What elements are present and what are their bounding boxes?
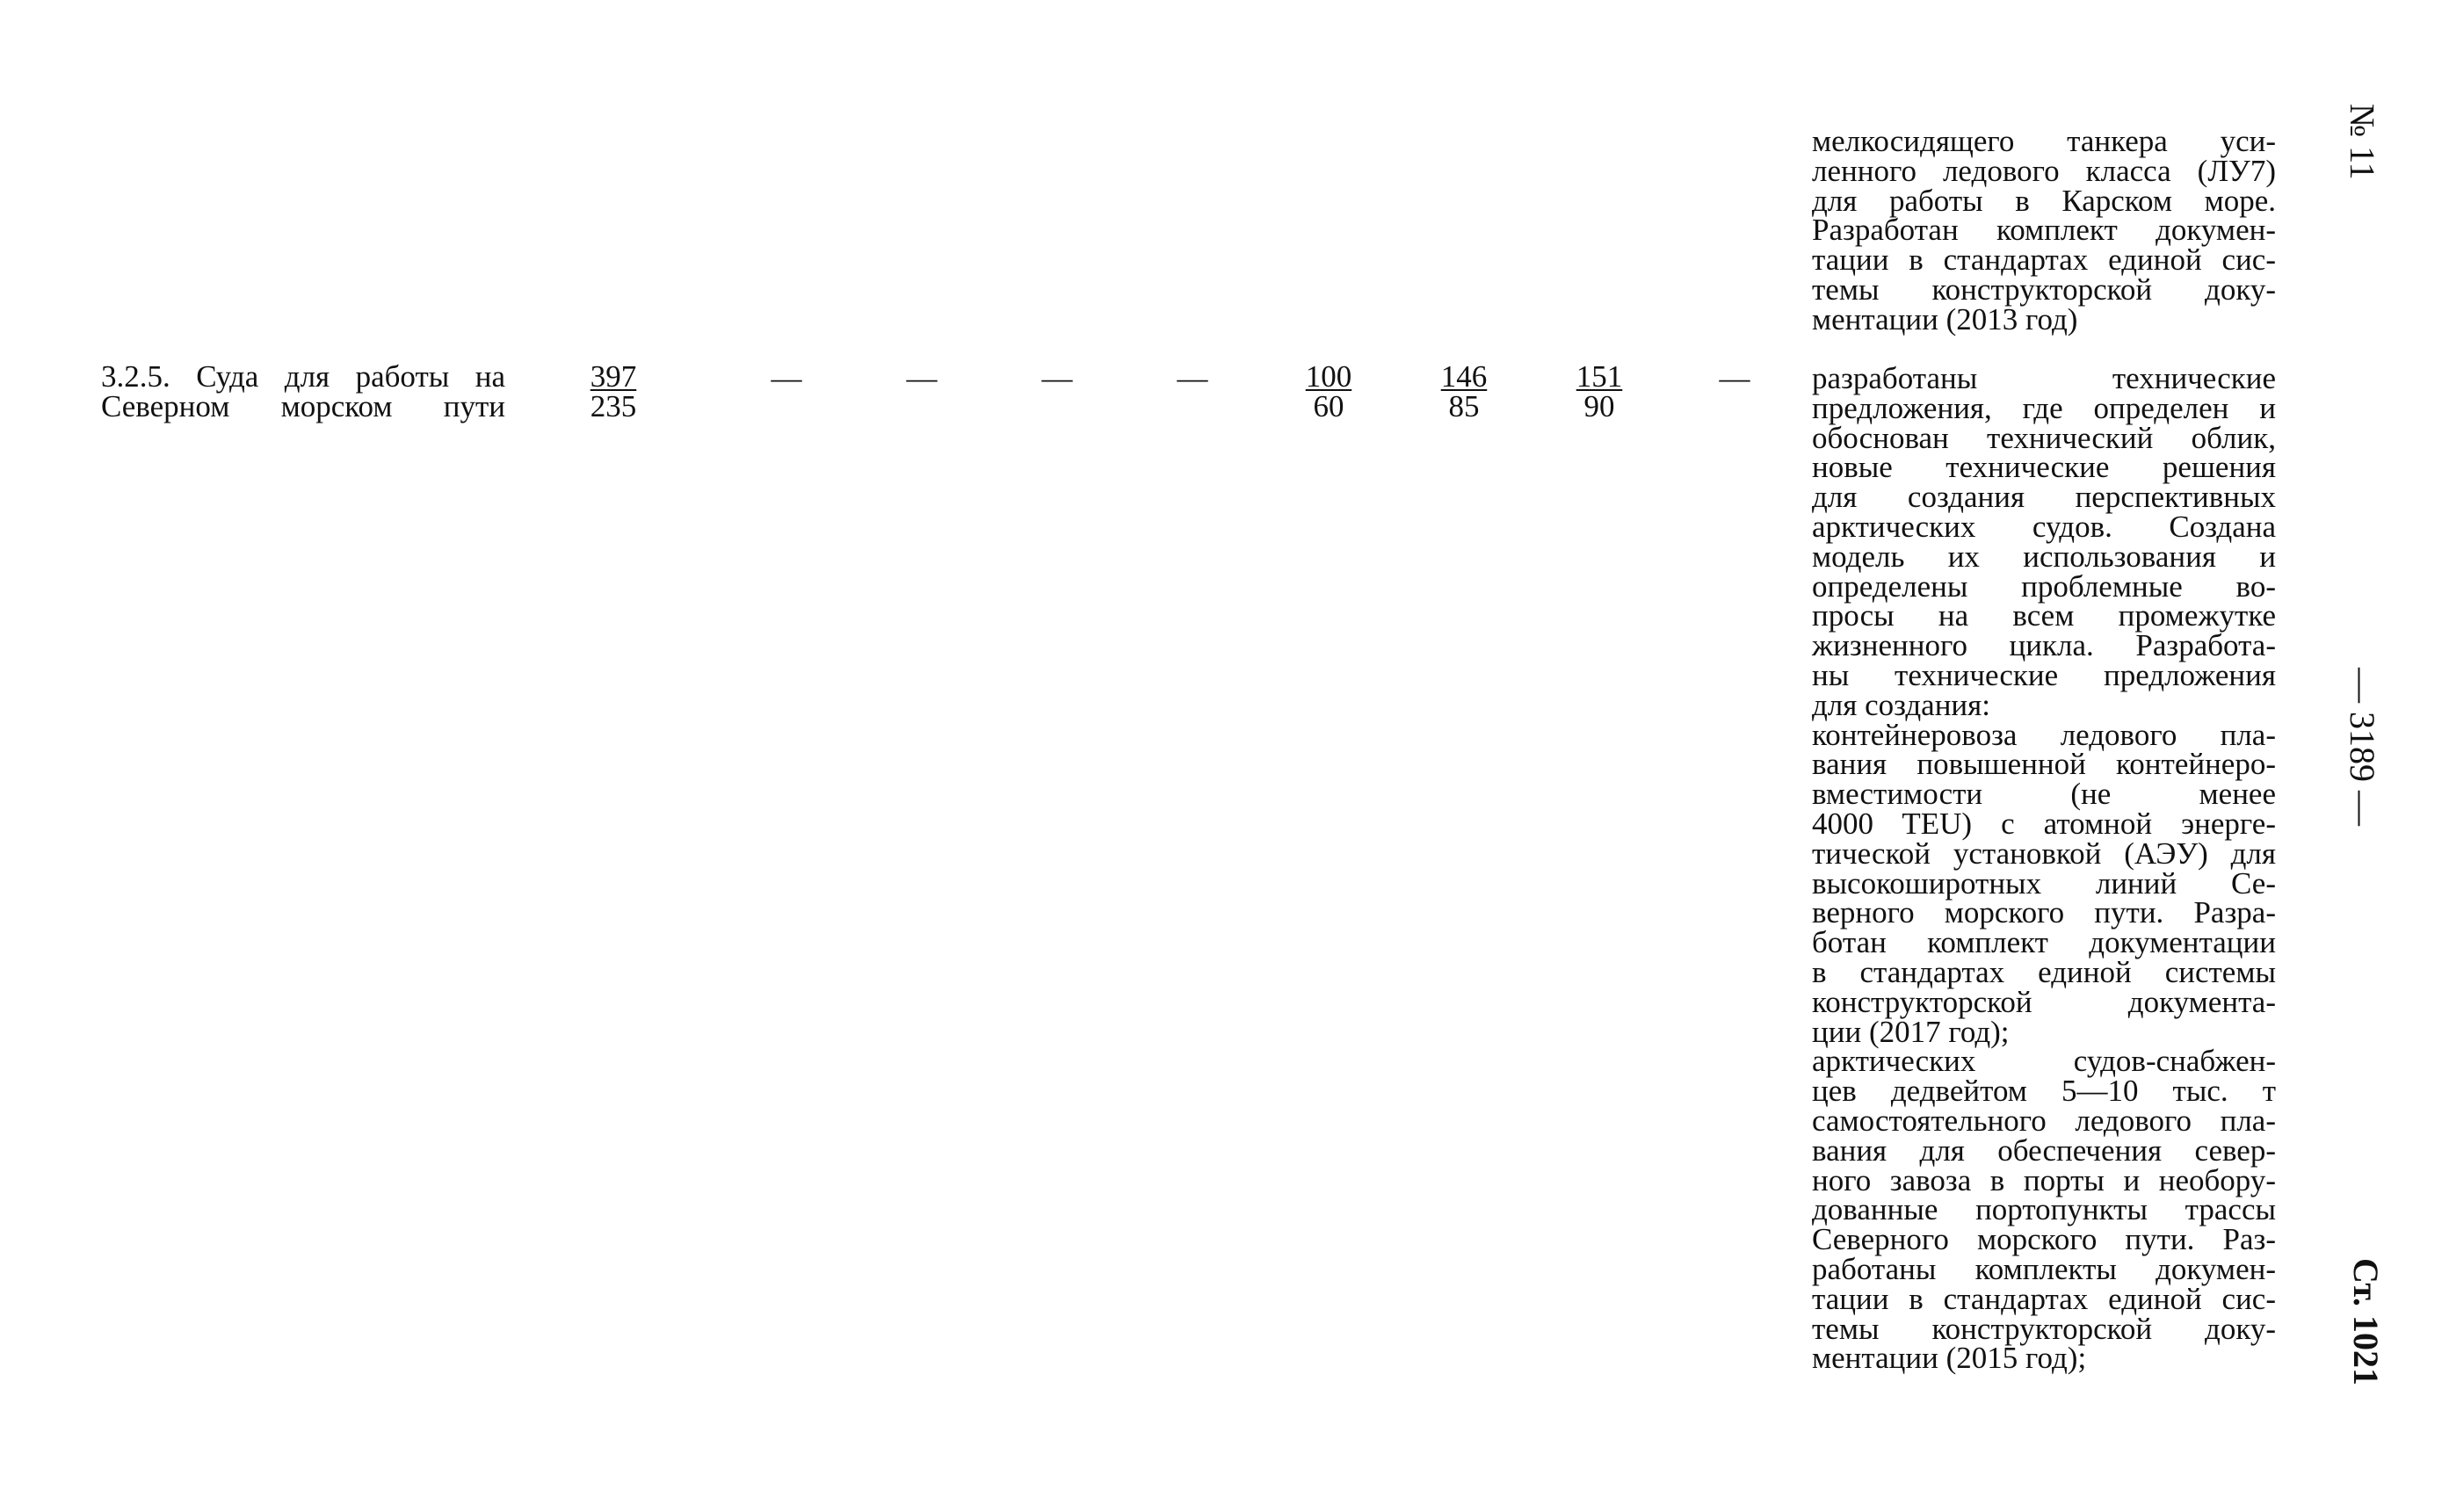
row-note-line: определены проблемные во- bbox=[1812, 568, 2276, 604]
row-note-line: работаны комплекты докумен- bbox=[1812, 1251, 2276, 1286]
col6-denominator: 60 bbox=[1313, 389, 1344, 423]
top-note-line: темы конструкторской доку- bbox=[1812, 271, 2276, 307]
top-note-line: тации в стандартах единой сис- bbox=[1812, 242, 2276, 278]
row-note-line: Северного морского пути. Раз- bbox=[1812, 1222, 2276, 1257]
row-note-line: для создания: bbox=[1812, 687, 1990, 722]
col8-denominator: 90 bbox=[1583, 389, 1615, 423]
row-note-line: вместимости (не менее bbox=[1812, 777, 2276, 812]
row-note-line: вания повышенной контейнеро- bbox=[1812, 747, 2276, 782]
top-note-text bbox=[1812, 124, 2276, 336]
top-note-line: мелкосидящего танкера уси- bbox=[1812, 124, 2276, 158]
row-note-line: 4000 TEU) с атомной энерге- bbox=[1812, 806, 2276, 841]
row-name-line-1: 3.2.5. Суда для работы на bbox=[101, 359, 505, 394]
col1-fraction bbox=[561, 359, 666, 423]
row-note-line: арктических судов. Создана bbox=[1812, 509, 2276, 544]
row-note-line: ботан комплект документации bbox=[1812, 925, 2276, 960]
col1-denominator: 235 bbox=[590, 389, 637, 423]
row-note-line: самостоятельного ледового пла- bbox=[1812, 1103, 2276, 1138]
row-note-line: ментации (2015 год); bbox=[1812, 1341, 2087, 1376]
row-note-line: новые технические решения bbox=[1812, 450, 2276, 485]
row-note-line: ны технические предложения bbox=[1812, 657, 2276, 692]
top-note-line: для работы в Карском море. bbox=[1812, 183, 2276, 218]
row-note-line: тической установкой (АЭУ) для bbox=[1812, 836, 2276, 871]
col6-fraction bbox=[1276, 359, 1381, 423]
col1-numerator: 397 bbox=[590, 359, 637, 394]
row-note-line: в стандартах единой системы bbox=[1812, 954, 2276, 989]
row-note-line: темы конструкторской доку- bbox=[1812, 1311, 2276, 1346]
row-note-line: жизненного цикла. Разработа- bbox=[1812, 628, 2276, 663]
issue-number: № 11 bbox=[2343, 104, 2382, 180]
row-name bbox=[101, 359, 505, 423]
top-note-line: ментации (2013 год) bbox=[1812, 301, 2078, 336]
row-note-line: высокоширотных линий Се- bbox=[1812, 865, 2276, 901]
row-note-line: ного завоза в порты и необору- bbox=[1812, 1162, 2276, 1197]
row-note-line: вания для обеспечения север- bbox=[1812, 1132, 2276, 1168]
article-number: Ст. 1021 bbox=[2346, 1258, 2386, 1385]
row-note-line: ции (2017 год); bbox=[1812, 1014, 2010, 1049]
top-note-line: Разработан комплект докумен- bbox=[1812, 213, 2276, 248]
row-note-line: просы на всем промежутке bbox=[1812, 598, 2276, 633]
col3-value: — bbox=[906, 361, 938, 395]
row-note-line: тации в стандартах единой сис- bbox=[1812, 1281, 2276, 1316]
col4-value: — bbox=[1041, 361, 1073, 395]
row-note-line: обоснован технический облик, bbox=[1812, 420, 2276, 455]
col2-value: — bbox=[771, 361, 802, 395]
row-note-line: для создания перспективных bbox=[1812, 480, 2276, 515]
col6-numerator: 100 bbox=[1305, 359, 1352, 394]
row-note-line: контейнеровоза ледового пла- bbox=[1812, 717, 2276, 752]
row-note-line: арктических судов-снабжен- bbox=[1812, 1044, 2276, 1079]
col9-value: — bbox=[1719, 361, 1750, 395]
row-note-line: верного морского пути. Разра- bbox=[1812, 895, 2276, 930]
page-number: — 3189 — bbox=[2343, 668, 2382, 826]
row-note-line: разработаны технические bbox=[1812, 361, 2276, 395]
row-note-line: цев дедвейтом 5—10 тыс. т bbox=[1812, 1074, 2276, 1109]
col7-fraction bbox=[1411, 359, 1517, 423]
col5-value: — bbox=[1177, 361, 1208, 395]
col8-fraction bbox=[1547, 359, 1652, 423]
col7-numerator: 146 bbox=[1440, 359, 1488, 394]
col8-numerator: 151 bbox=[1576, 359, 1623, 394]
row-note-line: предложения, где определен и bbox=[1812, 390, 2276, 425]
col7-denominator: 85 bbox=[1448, 389, 1480, 423]
row-note-line: конструкторской документа- bbox=[1812, 984, 2276, 1019]
top-note-line: ленного ледового класса (ЛУ7) bbox=[1812, 153, 2276, 188]
row-note-line: дованные портопункты трассы bbox=[1812, 1192, 2276, 1227]
row-note-text bbox=[1812, 361, 2276, 1376]
row-name-line-2: Северном морском пути bbox=[101, 389, 505, 423]
row-note-line: модель их использования и bbox=[1812, 539, 2276, 574]
